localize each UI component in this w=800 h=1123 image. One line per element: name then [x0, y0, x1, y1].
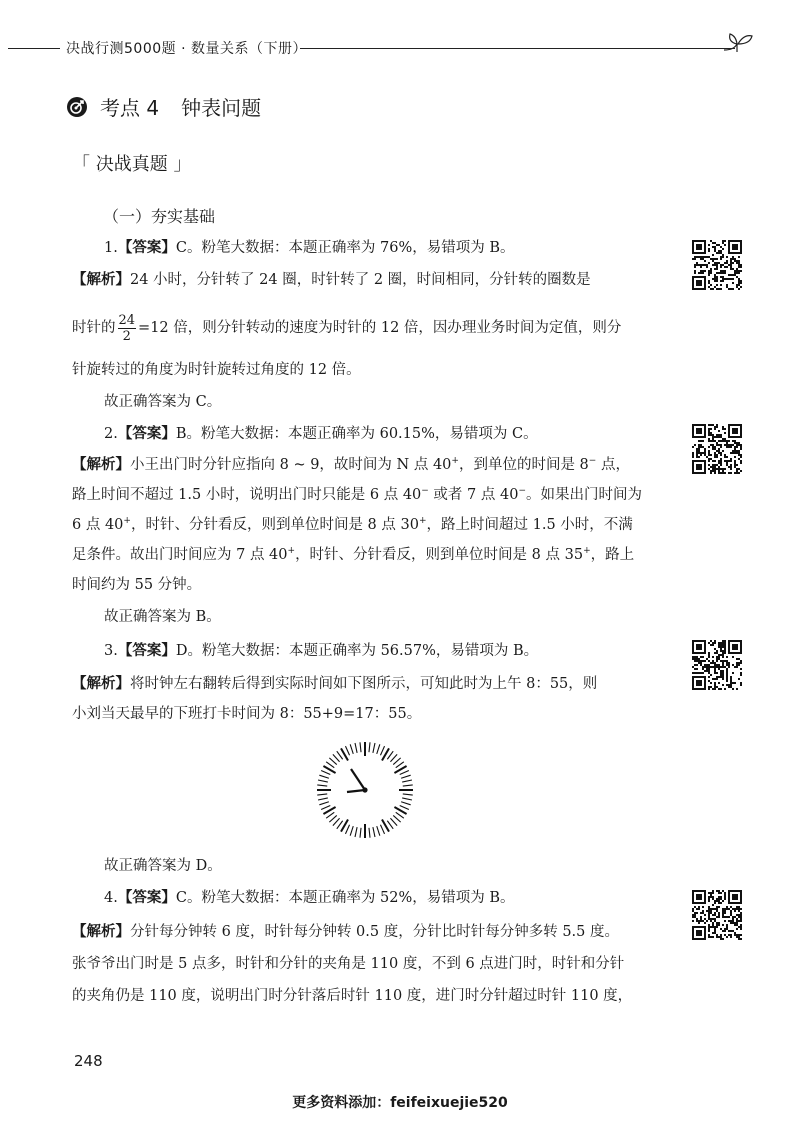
q1-analysis-line-1 — [72, 270, 591, 290]
clock-tick — [318, 798, 328, 800]
sup-plus: + — [451, 456, 459, 466]
q2-text-4b: ，时针、分针看反，则到单位时间是 8 点 35 — [295, 547, 584, 563]
subsubheading: （一）夯实基础 — [103, 207, 216, 226]
clock-tick — [377, 744, 380, 754]
clock-tick — [369, 742, 370, 752]
clock-tick — [369, 828, 370, 838]
clock-tick — [345, 825, 349, 834]
clock-tick — [333, 818, 340, 825]
clock-tick — [387, 821, 393, 829]
clock-tick — [402, 780, 412, 782]
clock-tick — [390, 818, 397, 825]
q2-analysis-label: 【解析】 — [72, 457, 130, 473]
clock-tick — [337, 751, 343, 759]
clock-tick — [318, 780, 328, 782]
q2-text-2c: 。如果出门时间为 — [526, 487, 642, 503]
header-rule-right — [300, 48, 735, 49]
clock-tick — [402, 798, 412, 800]
q4-answer-line — [104, 888, 515, 908]
sup-minus: − — [588, 456, 597, 466]
q2-number: 2. — [104, 426, 118, 442]
sup-minus: − — [421, 486, 429, 496]
q2-text-1a: 小王出门时分针应指向 8 ~ 9，故时间为 N 点 40 — [130, 457, 452, 473]
clock-tick — [380, 825, 384, 834]
section-title — [66, 92, 261, 121]
clock-tick — [403, 794, 413, 795]
clock-tick — [360, 742, 361, 752]
clock-tick — [326, 762, 334, 768]
header-rule-left — [8, 48, 60, 49]
clock-tick — [345, 746, 349, 755]
clock-tick — [400, 805, 409, 809]
clock-tick — [390, 754, 397, 761]
qr-code-icon[interactable] — [692, 240, 742, 290]
section-number: 考点 4 — [100, 96, 160, 120]
q1-analysis-label: 【解析】 — [72, 272, 130, 288]
q1-fraction — [118, 313, 137, 344]
clock-tick — [337, 821, 343, 829]
qr-code-icon[interactable] — [692, 424, 742, 474]
q3-analysis-line-2: 小刘当天最早的下班打卡时间为 8：55+9=17：55。 — [72, 706, 422, 722]
sup-plus: + — [583, 546, 591, 556]
q1-analysis-text-1: 24 小时，分针转了 24 圈，时针转了 2 圈，时间相同，分针转的圈数是 — [130, 272, 591, 288]
q3-answer-text: D。粉笔大数据：本题正确率为 56.57%，易错项为 B。 — [175, 643, 539, 659]
hour-hand — [351, 769, 365, 790]
q2-analysis-line-5: 时间约为 55 分钟。 — [72, 577, 202, 593]
sup-plus: + — [418, 516, 427, 526]
q2-text-3b: ，时针、分针看反，则到单位时间是 8 点 30 — [130, 517, 419, 533]
fraction-denominator: 2 — [122, 328, 131, 344]
clock-tick — [317, 785, 327, 786]
q1-answer-text: C。粉笔大数据：本题正确率为 76%，易错项为 B。 — [175, 240, 515, 256]
clock-tick — [387, 751, 393, 759]
q4-analysis-line-2: 张爷爷出门时是 5 点多，时针和分针的夹角是 110 度，不到 6 点进门时，时针和分针 — [72, 956, 625, 972]
fraction-numerator: 24 — [118, 312, 136, 328]
clock-tick — [393, 758, 400, 765]
q1-analysis-text-2a: 时针的 — [72, 320, 116, 336]
q3-answer-label: 【答案】 — [117, 643, 176, 659]
q2-analysis-line-2 — [72, 485, 642, 505]
q2-answer-line — [104, 424, 538, 444]
section-name: 钟表问题 — [181, 96, 262, 120]
qr-code-icon[interactable] — [692, 890, 742, 940]
q3-analysis-label: 【解析】 — [72, 676, 130, 692]
q1-analysis-line-3: 针旋转过的角度为时针旋转过角度的 12 倍。 — [72, 362, 361, 378]
q2-text-1c: 点， — [596, 457, 630, 473]
clock-tick — [373, 827, 375, 837]
q4-number: 4. — [104, 890, 118, 906]
q2-answer-text: B。粉笔大数据：本题正确率为 60.15%，易错项为 C。 — [175, 426, 538, 442]
q3-number: 3. — [104, 643, 118, 659]
clock-tick — [329, 758, 336, 765]
q1-conclusion: 故正确答案为 C。 — [104, 394, 222, 410]
clock-tick — [355, 743, 357, 753]
clock-tick — [321, 770, 330, 774]
clock-tick — [317, 794, 327, 795]
q3-conclusion: 故正确答案为 D。 — [104, 858, 222, 874]
sup-minus: − — [518, 486, 526, 496]
clock-center — [362, 787, 367, 792]
q2-answer-label: 【答案】 — [117, 426, 176, 442]
q2-text-1b: ，到单位的时间是 8 — [458, 457, 589, 473]
clock-tick — [401, 775, 411, 778]
q4-analysis-text-1: 分针每分钟转 6 度，时针每分钟转 0.5 度，分针比时针每分钟多转 5.5 度。 — [130, 924, 619, 940]
clock-tick — [350, 826, 353, 836]
clock-tick — [329, 815, 336, 822]
clock-tick — [321, 805, 330, 809]
q1-answer-line — [104, 238, 515, 258]
q2-conclusion: 故正确答案为 B。 — [104, 609, 221, 625]
q2-analysis-line-4 — [72, 545, 634, 565]
clock-tick — [373, 743, 375, 753]
q1-answer-label: 【答案】 — [117, 240, 176, 256]
clock-tick — [401, 802, 411, 805]
q2-text-2b: 或者 7 点 40 — [428, 487, 519, 503]
clock-tick — [403, 785, 413, 786]
page-number: 248 — [74, 1052, 103, 1070]
clock-tick — [377, 826, 380, 836]
clock-tick — [393, 815, 400, 822]
q1-analysis-line-2 — [72, 310, 621, 346]
clock-tick — [350, 744, 353, 754]
running-header — [0, 34, 800, 64]
sup-plus: + — [123, 516, 131, 526]
q4-analysis-line-3: 的夹角仍是 110 度，说明出门时分针落后时针 110 度，进门时分针超过时针 110 度， — [72, 988, 633, 1004]
clock-tick — [380, 746, 384, 755]
q1-analysis-text-2b: =12 倍，则分针转动的速度为时针的 12 倍，因办理业务时间为定值，则分 — [138, 320, 622, 336]
target-icon — [66, 96, 88, 118]
clock-tick — [326, 812, 334, 818]
clock-tick — [396, 812, 404, 818]
footer-note: 更多资料添加：feifeixuejie520 — [292, 1095, 508, 1111]
sprout-icon — [722, 32, 756, 62]
q2-analysis-line-1 — [72, 455, 630, 475]
q3-analysis-line-1 — [72, 674, 597, 694]
q2-text-3a: 6 点 40 — [72, 517, 124, 533]
subheading: 「 决战真题 」 — [72, 154, 192, 175]
clock-tick — [396, 762, 404, 768]
minute-hand — [347, 790, 365, 792]
q2-text-2a: 路上时间不超过 1.5 小时，说明出门时只能是 6 点 40 — [72, 487, 422, 503]
sup-plus: + — [287, 546, 296, 556]
q2-text-4a: 足条件。故出门时间应为 7 点 40 — [72, 547, 288, 563]
clock-tick — [319, 775, 329, 778]
clock-tick — [333, 754, 340, 761]
q3-answer-line — [104, 641, 538, 661]
clock-figure — [315, 740, 415, 840]
q4-answer-text: C。粉笔大数据：本题正确率为 52%，易错项为 B。 — [175, 890, 515, 906]
q2-text-3c: ，路上时间超过 1.5 小时，不满 — [426, 517, 633, 533]
q4-answer-label: 【答案】 — [117, 890, 176, 906]
clock-tick — [355, 827, 357, 837]
header-title: 决战行测5000题 · 数量关系（下册） — [66, 41, 307, 57]
clock-tick — [360, 828, 361, 838]
qr-code-icon[interactable] — [692, 640, 742, 690]
q4-analysis-label: 【解析】 — [72, 924, 130, 940]
q4-analysis-line-1 — [72, 922, 619, 942]
q1-number: 1. — [104, 240, 118, 256]
q2-text-4c: ，路上 — [590, 547, 635, 563]
clock-tick — [319, 802, 329, 805]
clock-tick — [400, 770, 409, 774]
q3-analysis-text-1: 将时钟左右翻转后得到实际时间如下图所示，可知此时为上午 8：55，则 — [130, 676, 598, 692]
q2-analysis-line-3 — [72, 515, 633, 535]
